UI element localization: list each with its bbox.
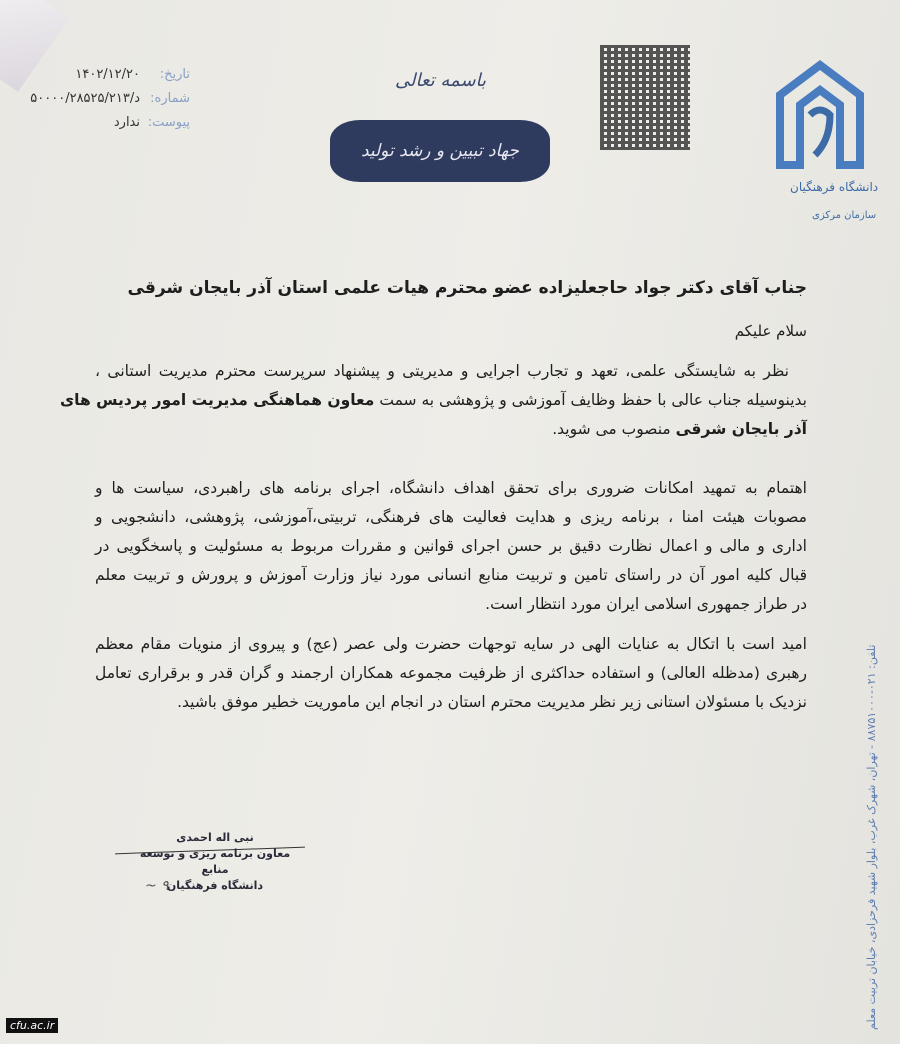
paragraph-3-line-3: نزدیک با مسئولان استانی زیر نظر مدیریت محترم استان در انجام این ماموریت خطیر موفق باشید. [177,693,807,711]
footer-address: تلفن: ۰۲۱-۸۸۷۵۱۰۰۰ - تهران، شهرک غرب، بلوار شهید فرحزادی، خیابان تربیت معلم [865,644,878,1030]
paragraph-1-line-1: نظر به شایستگی علمی، تعهد و تجارب اجرایی و مدیریتی و پیشنهاد سرپرست محترم مدیریت استانی ، [95,362,789,380]
paragraph-1-line-2 [59,391,807,409]
signature-initials-icon: ~ ۹ [145,878,169,894]
bismillah: باسمه تعالی [395,70,487,91]
university-logo-icon [770,55,870,175]
paragraph-3-line-2: رهبری (مدظله العالی) و استفاده حداکثری از ظرفیت مجموعه همکاران ارجمند و گران قدر و برقراری تعامل [95,664,807,682]
paragraph-2-line-4: قبال کلیه امور آن در راستای تامین و تربیت منابع انسانی مورد نیاز وزارت آموزش و پرورش و تربیت معلم [95,566,807,584]
paragraph-1-line-3 [95,420,807,438]
number-value: د/۵۰۰۰۰/۲۸۵۲۵/۲۱۳ [30,90,140,106]
attachment-value: ندارد [113,114,140,130]
letter-recipient: جناب آقای دکتر جواد حاجعلیزاده عضو محترم هیات علمی استان آذر بایجان شرقی [127,278,807,298]
attachment-label: پیوست: [147,114,190,130]
paragraph-2-line-2: مصوبات هیئت امنا ، برنامه ریزی و هدایت فعالیت های فرهنگی، تربیتی،آموزشی، پژوهشی، دانشجویی و [95,508,807,526]
signer-role: معاون برنامه ریزی و توسعه منابع [139,847,291,876]
signer-org: دانشگاه فرهنگیان [166,879,264,892]
logo-subtext: سازمان مرکزی [812,210,877,221]
logo-text: دانشگاه فرهنگیان [790,180,879,194]
number-label: شماره: [150,90,190,106]
signer-name: نبی اله احمدی [176,831,254,844]
letter-meta [10,62,190,134]
paragraph-3-line-1: امید است با اتکال به عنایات الهی در سایه توجهات حضرت ولی عصر (عج) و پیروی از منویات مقام معظم [95,635,807,653]
watermark: cfu.ac.ir [6,1018,58,1033]
date-label: تاریخ: [159,66,190,82]
paragraph-2-line-5: در طراز جمهوری اسلامی ایران مورد انتظار است. [485,595,807,613]
date-value: ۱۴۰۲/۱۲/۲۰ [75,66,140,82]
paragraph-2-line-3: اداری و مالی و اعمال نظارت دقیق بر حسن اجرای قوانین و مقررات مربوط به مسئولیت و پاسخگویی در [95,537,807,555]
bold-province: آذر بایجان شرقی [675,420,807,438]
slogan-banner: جهاد تبیین و رشد تولید [330,120,550,182]
text: بدینوسیله جناب عالی با حفظ وظایف آموزشی و پژوهشی به سمت [379,391,807,409]
bold-position: معاون هماهنگی مدیریت امور پردیس های [59,391,375,409]
qr-code-icon [600,45,690,150]
text: منصوب می شوید. [552,420,671,438]
letter-greeting: سلام علیکم [734,322,807,340]
paragraph-2-line-1: اهتمام به تمهید امکانات ضروری برای تحقق اهداف دانشگاه، اجرای برنامه های راهبردی، سیاست ها و [95,479,807,497]
